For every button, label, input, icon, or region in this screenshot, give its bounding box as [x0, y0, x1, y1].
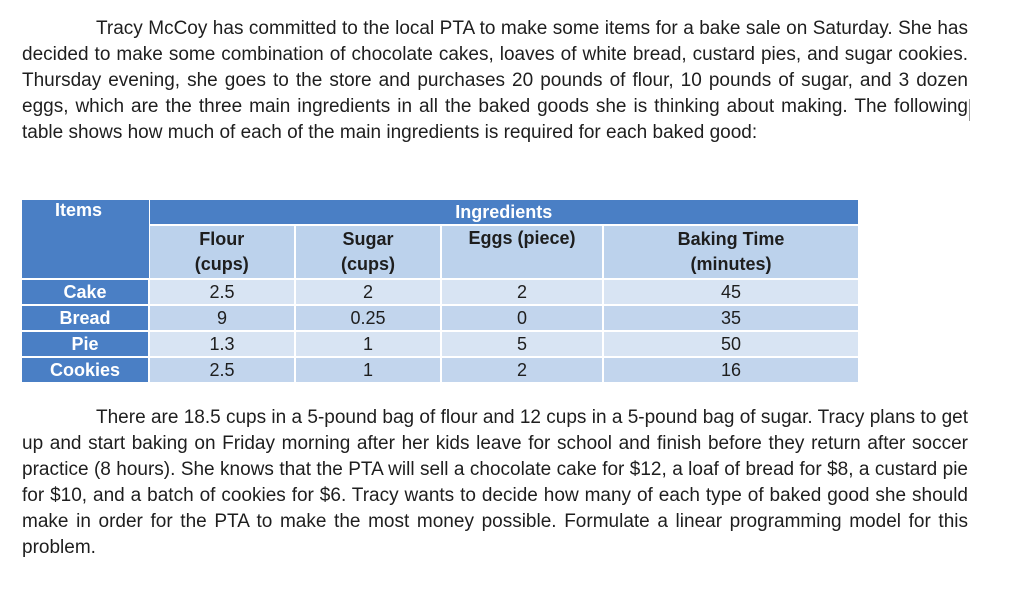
table-cell: 2: [441, 279, 603, 305]
table-cell: 0: [441, 305, 603, 331]
table-cell: 1.3: [149, 331, 295, 357]
text-cursor: [969, 99, 970, 121]
table-cell: 1: [295, 357, 441, 382]
ingredients-header: Ingredients: [149, 200, 858, 225]
column-header-text: Sugar (cups): [341, 229, 395, 274]
table-cell: 50: [603, 331, 858, 357]
table-cell: 16: [603, 357, 858, 382]
column-header-text: Flour (cups): [194, 229, 249, 274]
ingredients-table: [22, 200, 858, 382]
column-header-flour: [149, 225, 295, 279]
table-cell: 9: [149, 305, 295, 331]
table-cell: 2: [295, 279, 441, 305]
table-cell: 35: [603, 305, 858, 331]
table-cell: 45: [603, 279, 858, 305]
column-header-baking-time: [603, 225, 858, 279]
column-header-sugar: [295, 225, 441, 279]
table-cell: 2: [441, 357, 603, 382]
row-label: Cake: [22, 279, 149, 305]
table-row: [22, 357, 858, 382]
column-header-eggs: [441, 225, 603, 279]
intro-paragraph-text: Tracy McCoy has committed to the local PTA to make some items for a bake sale on Saturday. She has decided to make some combination of chocolate cakes, loaves of white bread, custard pies, and sugar cookies. Thursday evening, she goes to the store and purchases 20 pounds of flour, 10 pounds of sugar, and 3 dozen eggs, which are the three main ingredients in all the baked goods she is thinking about making. The following table shows how much of each of the main ingredients is required for each baked good:: [22, 18, 968, 143]
table-row: [22, 305, 858, 331]
column-header-text: Baking Time (minutes): [677, 229, 785, 274]
table-cell: 2.5: [149, 279, 295, 305]
row-label: Cookies: [22, 357, 149, 382]
table-row: [22, 331, 858, 357]
column-header-text: Eggs (piece): [468, 228, 576, 248]
row-label: Pie: [22, 331, 149, 357]
closing-paragraph-text: There are 18.5 cups in a 5-pound bag of flour and 12 cups in a 5-pound bag of sugar. Tracy plans to get up and start baking on Friday morning after her kids leave for school and finish before they return after soccer practice (8 hours). She knows that the PTA will sell a chocolate cake for $12, a loaf of bread for $8, a custard pie for $10, and a batch of cookies for $6. Tracy wants to decide how many of each type of baked good she should make in order for the PTA to make the most money possible. Formulate a linear programming model for this problem.: [22, 407, 968, 558]
table-cell: 0.25: [295, 305, 441, 331]
table-cell: 5: [441, 331, 603, 357]
items-header: Items: [22, 200, 149, 279]
closing-paragraph: [22, 405, 968, 561]
table-row: [22, 279, 858, 305]
table-cell: 1: [295, 331, 441, 357]
intro-paragraph: [22, 16, 968, 146]
table-cell: 2.5: [149, 357, 295, 382]
row-label: Bread: [22, 305, 149, 331]
